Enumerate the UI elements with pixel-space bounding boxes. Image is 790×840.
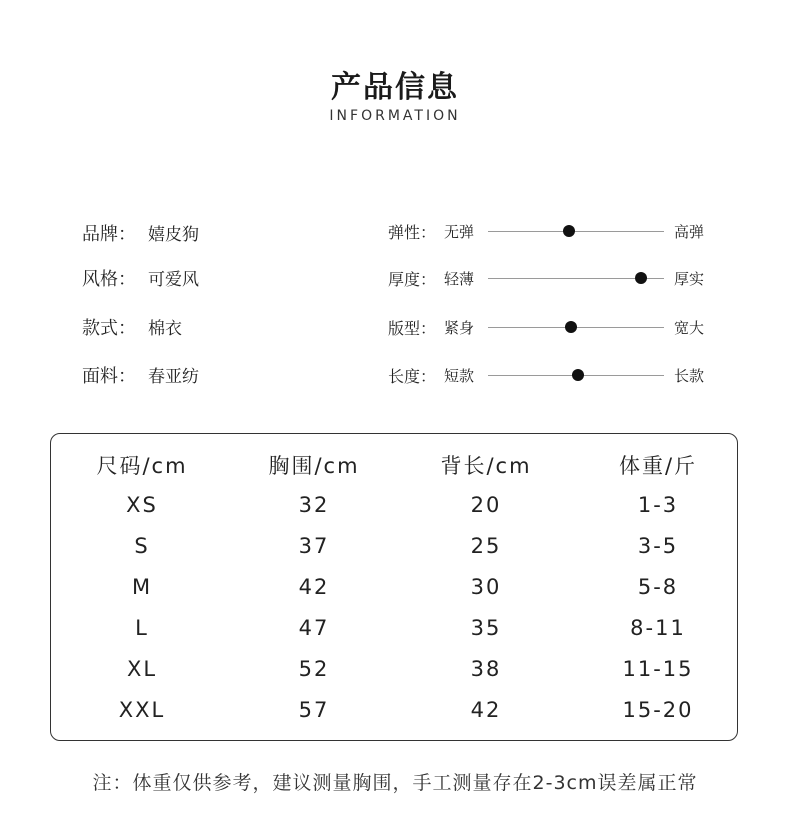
attribute-value: 嬉皮狗	[148, 225, 199, 245]
table-cell: L	[135, 615, 149, 640]
page-title: 产品信息	[331, 70, 459, 105]
table-cell: 42	[470, 697, 502, 722]
attribute-value: 可爱风	[148, 270, 199, 290]
table-row	[56, 648, 744, 689]
table-cell: 47	[298, 615, 330, 640]
table-cell: 8-11	[630, 615, 686, 640]
attribute-key: 面料：	[82, 366, 136, 387]
attribute-brand	[82, 220, 199, 244]
page-subtitle: INFORMATION	[329, 108, 461, 124]
back-length-header: 背长/cm	[440, 454, 532, 478]
table-cell: 32	[298, 492, 330, 517]
scale-low-label: 短款	[444, 367, 475, 385]
scale-thickness	[388, 267, 718, 291]
scale-label: 长度：	[388, 367, 437, 386]
scale-label: 版型：	[388, 319, 437, 338]
table-cell: S	[134, 533, 150, 558]
table-cell: 3-5	[637, 533, 679, 558]
size-table	[56, 446, 744, 730]
table-cell: XL	[126, 656, 158, 681]
size-table-header-row	[56, 446, 744, 484]
table-row	[56, 566, 744, 607]
attribute-style	[82, 265, 199, 289]
scale-high-label: 高弹	[674, 223, 705, 241]
table-cell: XXL	[118, 697, 166, 722]
size-header: 尺码/cm	[96, 454, 188, 478]
scale-low-label: 无弹	[444, 223, 475, 241]
table-row	[56, 484, 744, 525]
scale-low-label: 轻薄	[444, 270, 475, 288]
table-cell: 15-20	[622, 697, 694, 722]
scale-knob	[565, 321, 577, 333]
table-cell: 42	[298, 574, 330, 599]
scale-fit	[388, 316, 718, 340]
attribute-type	[82, 314, 182, 338]
table-row	[56, 525, 744, 566]
scale-low-label: 紧身	[444, 319, 475, 337]
table-cell: 57	[298, 697, 330, 722]
attribute-key: 风格：	[82, 269, 136, 290]
attribute-key: 品牌：	[82, 224, 136, 245]
table-cell: XS	[126, 492, 158, 517]
table-cell: 30	[470, 574, 502, 599]
table-cell: 38	[470, 656, 502, 681]
table-cell: 11-15	[622, 656, 694, 681]
table-cell: 5-8	[637, 574, 679, 599]
chest-header: 胸围/cm	[268, 454, 360, 478]
scale-high-label: 长款	[674, 367, 705, 385]
table-row	[56, 607, 744, 648]
scale-high-label: 厚实	[674, 270, 705, 288]
scale-high-label: 宽大	[674, 319, 705, 337]
table-cell: 20	[470, 492, 502, 517]
measurement-note: 注：体重仅供参考，建议测量胸围，手工测量存在2-3cm误差属正常	[92, 772, 698, 794]
table-row	[56, 689, 744, 730]
scale-knob	[563, 225, 575, 237]
scale-knob	[635, 272, 647, 284]
table-cell: 37	[298, 533, 330, 558]
table-cell: 52	[298, 656, 330, 681]
scale-length	[388, 364, 718, 388]
table-cell: 35	[470, 615, 502, 640]
table-cell: M	[131, 574, 153, 599]
attribute-value: 棉衣	[148, 319, 182, 339]
attribute-key: 款式：	[82, 318, 136, 339]
weight-header: 体重/斤	[618, 454, 698, 478]
scale-elasticity	[388, 220, 718, 244]
attribute-fabric	[82, 362, 199, 386]
table-cell: 1-3	[637, 492, 679, 517]
scale-label: 弹性：	[388, 223, 437, 242]
table-cell: 25	[470, 533, 502, 558]
scale-knob	[572, 369, 584, 381]
attribute-value: 春亚纺	[148, 367, 199, 387]
scale-track	[488, 231, 664, 232]
scale-label: 厚度：	[388, 270, 437, 289]
